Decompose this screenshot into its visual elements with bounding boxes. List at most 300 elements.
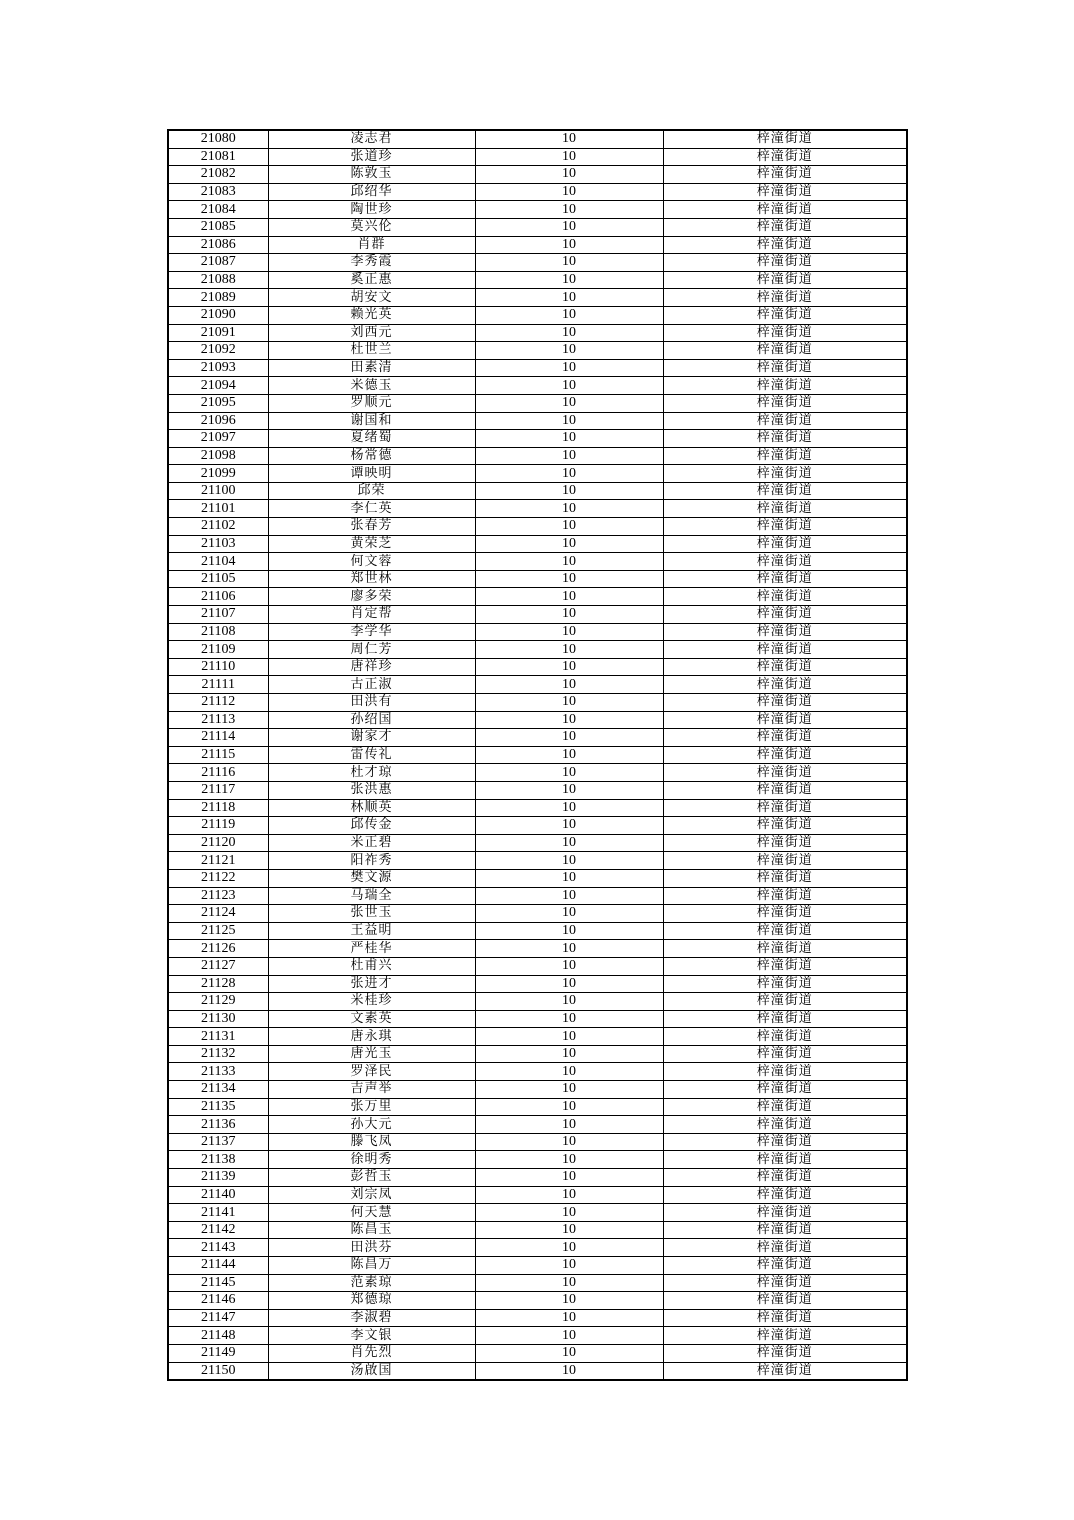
cell-name: 张进才 [268, 975, 475, 993]
table-row [168, 1309, 907, 1327]
cell-number: 21099 [168, 465, 268, 483]
cell-subdistrict: 梓潼街道 [663, 1362, 907, 1380]
cell-amount: 10 [475, 834, 663, 852]
cell-subdistrict: 梓潼街道 [663, 1309, 907, 1327]
cell-amount: 10 [475, 957, 663, 975]
cell-subdistrict: 梓潼街道 [663, 1239, 907, 1257]
table-row [168, 148, 907, 166]
cell-number: 21089 [168, 289, 268, 307]
cell-number: 21082 [168, 166, 268, 184]
cell-subdistrict: 梓潼街道 [663, 1292, 907, 1310]
table-row [168, 834, 907, 852]
table-row [168, 869, 907, 887]
cell-number: 21090 [168, 306, 268, 324]
table-row [168, 1063, 907, 1081]
cell-subdistrict: 梓潼街道 [663, 905, 907, 923]
cell-name: 唐祥珍 [268, 658, 475, 676]
cell-subdistrict: 梓潼街道 [663, 201, 907, 219]
cell-amount: 10 [475, 1204, 663, 1222]
table-row [168, 1045, 907, 1063]
cell-number: 21144 [168, 1257, 268, 1275]
cell-number: 21146 [168, 1292, 268, 1310]
cell-number: 21086 [168, 236, 268, 254]
table-row [168, 1257, 907, 1275]
cell-subdistrict: 梓潼街道 [663, 922, 907, 940]
cell-subdistrict: 梓潼街道 [663, 183, 907, 201]
cell-number: 21143 [168, 1239, 268, 1257]
cell-amount: 10 [475, 1133, 663, 1151]
cell-amount: 10 [475, 993, 663, 1011]
cell-subdistrict: 梓潼街道 [663, 957, 907, 975]
cell-subdistrict: 梓潼街道 [663, 218, 907, 236]
cell-name: 罗顺元 [268, 394, 475, 412]
cell-number: 21124 [168, 905, 268, 923]
cell-name: 谢国和 [268, 412, 475, 430]
cell-subdistrict: 梓潼街道 [663, 834, 907, 852]
cell-subdistrict: 梓潼街道 [663, 1116, 907, 1134]
table-row [168, 623, 907, 641]
cell-amount: 10 [475, 1239, 663, 1257]
cell-name: 孙绍国 [268, 711, 475, 729]
cell-name: 米德玉 [268, 377, 475, 395]
cell-number: 21145 [168, 1274, 268, 1292]
cell-number: 21122 [168, 869, 268, 887]
cell-number: 21149 [168, 1344, 268, 1362]
table-row [168, 694, 907, 712]
table-row [168, 201, 907, 219]
table-row [168, 1116, 907, 1134]
cell-name: 陈昌玉 [268, 1221, 475, 1239]
cell-amount: 10 [475, 130, 663, 148]
cell-name: 杨常德 [268, 447, 475, 465]
cell-number: 21142 [168, 1221, 268, 1239]
cell-amount: 10 [475, 588, 663, 606]
cell-subdistrict: 梓潼街道 [663, 324, 907, 342]
cell-subdistrict: 梓潼街道 [663, 500, 907, 518]
cell-amount: 10 [475, 1169, 663, 1187]
cell-name: 杜世兰 [268, 342, 475, 360]
cell-name: 李文银 [268, 1327, 475, 1345]
cell-number: 21127 [168, 957, 268, 975]
cell-name: 刘西元 [268, 324, 475, 342]
cell-name: 胡安文 [268, 289, 475, 307]
cell-subdistrict: 梓潼街道 [663, 1257, 907, 1275]
cell-subdistrict: 梓潼街道 [663, 1081, 907, 1099]
table-row [168, 482, 907, 500]
cell-name: 肖群 [268, 236, 475, 254]
cell-number: 21123 [168, 887, 268, 905]
cell-amount: 10 [475, 218, 663, 236]
table-row [168, 465, 907, 483]
cell-amount: 10 [475, 1257, 663, 1275]
cell-subdistrict: 梓潼街道 [663, 588, 907, 606]
cell-amount: 10 [475, 166, 663, 184]
cell-number: 21135 [168, 1098, 268, 1116]
cell-name: 黄荣芝 [268, 535, 475, 553]
cell-name: 田洪芬 [268, 1239, 475, 1257]
table-row [168, 1151, 907, 1169]
cell-name: 奚正惠 [268, 271, 475, 289]
cell-amount: 10 [475, 482, 663, 500]
cell-subdistrict: 梓潼街道 [663, 887, 907, 905]
cell-subdistrict: 梓潼街道 [663, 342, 907, 360]
cell-name: 李仁英 [268, 500, 475, 518]
table-row [168, 1292, 907, 1310]
table-row [168, 641, 907, 659]
cell-name: 赖光英 [268, 306, 475, 324]
cell-subdistrict: 梓潼街道 [663, 1327, 907, 1345]
cell-name: 邱传金 [268, 817, 475, 835]
cell-amount: 10 [475, 1010, 663, 1028]
cell-number: 21094 [168, 377, 268, 395]
cell-name: 谢家才 [268, 729, 475, 747]
cell-amount: 10 [475, 500, 663, 518]
table-row [168, 394, 907, 412]
table-row [168, 658, 907, 676]
cell-number: 21083 [168, 183, 268, 201]
cell-amount: 10 [475, 940, 663, 958]
cell-name: 罗泽民 [268, 1063, 475, 1081]
cell-subdistrict: 梓潼街道 [663, 1204, 907, 1222]
cell-amount: 10 [475, 1098, 663, 1116]
cell-number: 21106 [168, 588, 268, 606]
table-row [168, 1169, 907, 1187]
cell-number: 21133 [168, 1063, 268, 1081]
cell-number: 21116 [168, 764, 268, 782]
cell-subdistrict: 梓潼街道 [663, 553, 907, 571]
cell-amount: 10 [475, 254, 663, 272]
cell-number: 21107 [168, 606, 268, 624]
cell-number: 21134 [168, 1081, 268, 1099]
table-row [168, 799, 907, 817]
table-row [168, 606, 907, 624]
cell-subdistrict: 梓潼街道 [663, 1186, 907, 1204]
cell-name: 米正碧 [268, 834, 475, 852]
cell-name: 陈敦玉 [268, 166, 475, 184]
cell-number: 21109 [168, 641, 268, 659]
cell-amount: 10 [475, 1221, 663, 1239]
cell-amount: 10 [475, 553, 663, 571]
cell-number: 21097 [168, 430, 268, 448]
cell-name: 古正淑 [268, 676, 475, 694]
cell-number: 21140 [168, 1186, 268, 1204]
cell-subdistrict: 梓潼街道 [663, 1274, 907, 1292]
cell-amount: 10 [475, 975, 663, 993]
cell-number: 21112 [168, 694, 268, 712]
table-row [168, 852, 907, 870]
cell-amount: 10 [475, 535, 663, 553]
table-row [168, 1098, 907, 1116]
table-row [168, 817, 907, 835]
cell-name: 严桂华 [268, 940, 475, 958]
cell-name: 凌志君 [268, 130, 475, 148]
cell-subdistrict: 梓潼街道 [663, 148, 907, 166]
cell-subdistrict: 梓潼街道 [663, 993, 907, 1011]
cell-name: 邱荣 [268, 482, 475, 500]
table-row [168, 518, 907, 536]
table-row [168, 553, 907, 571]
cell-number: 21118 [168, 799, 268, 817]
cell-subdistrict: 梓潼街道 [663, 799, 907, 817]
cell-number: 21108 [168, 623, 268, 641]
cell-name: 马瑞全 [268, 887, 475, 905]
cell-subdistrict: 梓潼街道 [663, 606, 907, 624]
cell-amount: 10 [475, 869, 663, 887]
cell-amount: 10 [475, 430, 663, 448]
cell-name: 夏绪蜀 [268, 430, 475, 448]
cell-name: 张春芳 [268, 518, 475, 536]
cell-amount: 10 [475, 518, 663, 536]
cell-name: 林顺英 [268, 799, 475, 817]
cell-name: 陈昌万 [268, 1257, 475, 1275]
cell-subdistrict: 梓潼街道 [663, 1063, 907, 1081]
table-row [168, 711, 907, 729]
cell-name: 范素琼 [268, 1274, 475, 1292]
cell-name: 樊文源 [268, 869, 475, 887]
cell-number: 21091 [168, 324, 268, 342]
cell-subdistrict: 梓潼街道 [663, 254, 907, 272]
cell-amount: 10 [475, 324, 663, 342]
cell-amount: 10 [475, 236, 663, 254]
table-row [168, 975, 907, 993]
table-row [168, 236, 907, 254]
cell-amount: 10 [475, 905, 663, 923]
table-row [168, 218, 907, 236]
cell-name: 廖多荣 [268, 588, 475, 606]
table-row [168, 957, 907, 975]
table-row [168, 166, 907, 184]
cell-name: 吉声举 [268, 1081, 475, 1099]
table-row [168, 905, 907, 923]
cell-number: 21084 [168, 201, 268, 219]
cell-number: 21148 [168, 1327, 268, 1345]
cell-number: 21150 [168, 1362, 268, 1380]
table-row [168, 1274, 907, 1292]
cell-subdistrict: 梓潼街道 [663, 764, 907, 782]
table-row [168, 1028, 907, 1046]
cell-number: 21121 [168, 852, 268, 870]
table-row [168, 271, 907, 289]
cell-subdistrict: 梓潼街道 [663, 130, 907, 148]
cell-amount: 10 [475, 1151, 663, 1169]
cell-number: 21103 [168, 535, 268, 553]
cell-name: 张万里 [268, 1098, 475, 1116]
cell-amount: 10 [475, 1327, 663, 1345]
cell-amount: 10 [475, 799, 663, 817]
cell-amount: 10 [475, 306, 663, 324]
cell-number: 21138 [168, 1151, 268, 1169]
cell-amount: 10 [475, 1045, 663, 1063]
cell-amount: 10 [475, 271, 663, 289]
table-row [168, 1239, 907, 1257]
cell-amount: 10 [475, 1116, 663, 1134]
cell-number: 21132 [168, 1045, 268, 1063]
table-row [168, 289, 907, 307]
cell-amount: 10 [475, 746, 663, 764]
cell-subdistrict: 梓潼街道 [663, 166, 907, 184]
table-row [168, 887, 907, 905]
cell-subdistrict: 梓潼街道 [663, 1151, 907, 1169]
cell-amount: 10 [475, 887, 663, 905]
cell-name: 张世玉 [268, 905, 475, 923]
table-row [168, 306, 907, 324]
cell-subdistrict: 梓潼街道 [663, 623, 907, 641]
cell-amount: 10 [475, 852, 663, 870]
cell-subdistrict: 梓潼街道 [663, 430, 907, 448]
cell-subdistrict: 梓潼街道 [663, 289, 907, 307]
cell-name: 郑世林 [268, 570, 475, 588]
cell-number: 21136 [168, 1116, 268, 1134]
cell-subdistrict: 梓潼街道 [663, 676, 907, 694]
table-row [168, 746, 907, 764]
table-row [168, 1010, 907, 1028]
table-row [168, 324, 907, 342]
cell-amount: 10 [475, 1274, 663, 1292]
cell-number: 21117 [168, 781, 268, 799]
cell-amount: 10 [475, 1362, 663, 1380]
cell-amount: 10 [475, 342, 663, 360]
cell-subdistrict: 梓潼街道 [663, 658, 907, 676]
table-row [168, 1081, 907, 1099]
cell-number: 21128 [168, 975, 268, 993]
cell-subdistrict: 梓潼街道 [663, 1098, 907, 1116]
cell-amount: 10 [475, 711, 663, 729]
cell-subdistrict: 梓潼街道 [663, 482, 907, 500]
cell-number: 21088 [168, 271, 268, 289]
table-row [168, 183, 907, 201]
cell-name: 唐永琪 [268, 1028, 475, 1046]
cell-number: 21129 [168, 993, 268, 1011]
table-row [168, 130, 907, 148]
cell-name: 杜甫兴 [268, 957, 475, 975]
cell-amount: 10 [475, 1292, 663, 1310]
cell-name: 谭映明 [268, 465, 475, 483]
cell-subdistrict: 梓潼街道 [663, 465, 907, 483]
cell-number: 21101 [168, 500, 268, 518]
cell-subdistrict: 梓潼街道 [663, 518, 907, 536]
cell-subdistrict: 梓潼街道 [663, 535, 907, 553]
cell-name: 邱绍华 [268, 183, 475, 201]
cell-amount: 10 [475, 394, 663, 412]
cell-number: 21113 [168, 711, 268, 729]
table-row [168, 447, 907, 465]
cell-number: 21104 [168, 553, 268, 571]
cell-number: 21130 [168, 1010, 268, 1028]
cell-name: 李秀霞 [268, 254, 475, 272]
cell-name: 郑德琼 [268, 1292, 475, 1310]
cell-subdistrict: 梓潼街道 [663, 940, 907, 958]
table-row [168, 535, 907, 553]
cell-subdistrict: 梓潼街道 [663, 570, 907, 588]
cell-subdistrict: 梓潼街道 [663, 1221, 907, 1239]
cell-name: 何文蓉 [268, 553, 475, 571]
cell-name: 文素英 [268, 1010, 475, 1028]
cell-name: 陶世珍 [268, 201, 475, 219]
cell-name: 肖定帮 [268, 606, 475, 624]
table-row [168, 430, 907, 448]
table-row [168, 729, 907, 747]
cell-amount: 10 [475, 658, 663, 676]
cell-name: 田素清 [268, 359, 475, 377]
cell-number: 21096 [168, 412, 268, 430]
cell-amount: 10 [475, 201, 663, 219]
cell-amount: 10 [475, 694, 663, 712]
cell-name: 滕飞凤 [268, 1133, 475, 1151]
cell-amount: 10 [475, 922, 663, 940]
cell-amount: 10 [475, 764, 663, 782]
table-row [168, 1186, 907, 1204]
cell-number: 21147 [168, 1309, 268, 1327]
cell-subdistrict: 梓潼街道 [663, 412, 907, 430]
cell-amount: 10 [475, 447, 663, 465]
cell-number: 21098 [168, 447, 268, 465]
cell-name: 何天慧 [268, 1204, 475, 1222]
cell-number: 21095 [168, 394, 268, 412]
cell-name: 李学华 [268, 623, 475, 641]
cell-name: 张洪惠 [268, 781, 475, 799]
cell-name: 阳祚秀 [268, 852, 475, 870]
cell-amount: 10 [475, 1081, 663, 1099]
cell-name: 李淑碧 [268, 1309, 475, 1327]
cell-number: 21087 [168, 254, 268, 272]
cell-amount: 10 [475, 377, 663, 395]
cell-number: 21110 [168, 658, 268, 676]
table-row [168, 500, 907, 518]
data-table [167, 129, 908, 1381]
table-row [168, 1133, 907, 1151]
cell-amount: 10 [475, 183, 663, 201]
cell-subdistrict: 梓潼街道 [663, 694, 907, 712]
cell-name: 刘宗凤 [268, 1186, 475, 1204]
cell-name: 徐明秀 [268, 1151, 475, 1169]
cell-amount: 10 [475, 606, 663, 624]
cell-name: 孙大元 [268, 1116, 475, 1134]
cell-subdistrict: 梓潼街道 [663, 306, 907, 324]
cell-name: 周仁芳 [268, 641, 475, 659]
cell-subdistrict: 梓潼街道 [663, 1169, 907, 1187]
table-row [168, 676, 907, 694]
cell-number: 21092 [168, 342, 268, 360]
cell-subdistrict: 梓潼街道 [663, 781, 907, 799]
cell-name: 杜才琼 [268, 764, 475, 782]
cell-number: 21125 [168, 922, 268, 940]
table-row [168, 781, 907, 799]
cell-name: 彭哲玉 [268, 1169, 475, 1187]
table-row [168, 412, 907, 430]
cell-subdistrict: 梓潼街道 [663, 817, 907, 835]
cell-amount: 10 [475, 641, 663, 659]
cell-amount: 10 [475, 289, 663, 307]
table-row [168, 1327, 907, 1345]
cell-subdistrict: 梓潼街道 [663, 359, 907, 377]
table-row [168, 359, 907, 377]
cell-name: 田洪有 [268, 694, 475, 712]
cell-number: 21093 [168, 359, 268, 377]
cell-amount: 10 [475, 1344, 663, 1362]
cell-amount: 10 [475, 676, 663, 694]
cell-number: 21085 [168, 218, 268, 236]
table-row [168, 377, 907, 395]
cell-number: 21126 [168, 940, 268, 958]
cell-name: 汤啟国 [268, 1362, 475, 1380]
cell-amount: 10 [475, 781, 663, 799]
cell-amount: 10 [475, 148, 663, 166]
cell-subdistrict: 梓潼街道 [663, 377, 907, 395]
cell-amount: 10 [475, 465, 663, 483]
table-row [168, 1344, 907, 1362]
cell-number: 21119 [168, 817, 268, 835]
cell-subdistrict: 梓潼街道 [663, 394, 907, 412]
